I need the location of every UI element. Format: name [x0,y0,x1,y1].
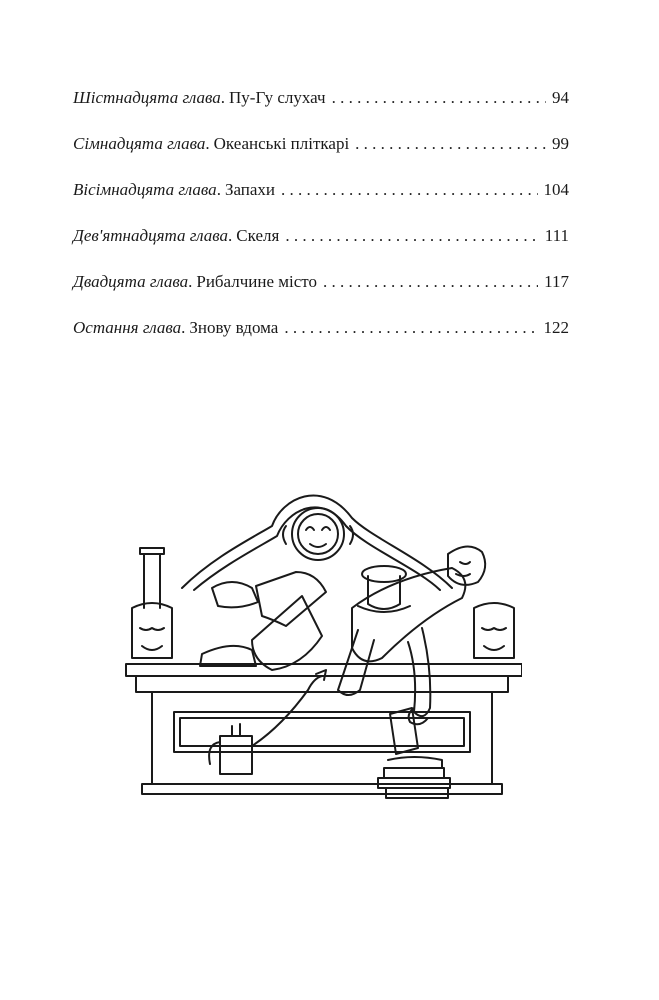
period: . [216,180,221,199]
chapter-number: Двадцята глава [73,272,189,291]
toc-entry-20[interactable] [73,270,569,316]
toc-entry-17[interactable] [73,132,569,178]
chapter-title: Скеля [236,226,280,245]
period: . [228,226,233,245]
dot-leader [284,316,537,340]
page-number: 104 [543,180,569,199]
page-number: 122 [543,318,569,337]
chapter-title: Запахи [224,180,276,199]
chapter-number: Дев'ятнадцята глава [73,226,229,245]
dot-leader [323,270,538,294]
chapter-title: Знову вдома [189,318,279,337]
dot-leader [332,86,546,110]
chapter-title: Океанські пліткарі [213,134,350,153]
page-number: 94 [552,88,569,107]
period: . [205,134,210,153]
dot-leader [281,178,537,202]
period: . [188,272,193,291]
dot-leader [285,224,538,248]
chapter-number: Остання глава [73,318,182,337]
chapter-title: Пу-Гу слухач [229,88,326,107]
chapter-number: Шістнадцята глава [73,88,221,107]
page-number: 99 [552,134,569,153]
toc-entry-16[interactable] [73,86,569,132]
page-number: 111 [544,226,569,245]
dot-leader [355,132,546,156]
chapter-number: Сімнадцята глава [73,134,206,153]
period: . [181,318,186,337]
table-of-contents [73,86,569,362]
period: . [220,88,225,107]
sleeping-man-on-bench-icon [122,478,522,823]
chapter-number: Вісімнадцята глава [73,180,217,199]
chapter-title: Рибалчине місто [196,272,318,291]
toc-entry-18[interactable] [73,178,569,224]
toc-entry-19[interactable] [73,224,569,270]
toc-entry-last[interactable] [73,316,569,362]
page-number: 117 [544,272,569,291]
